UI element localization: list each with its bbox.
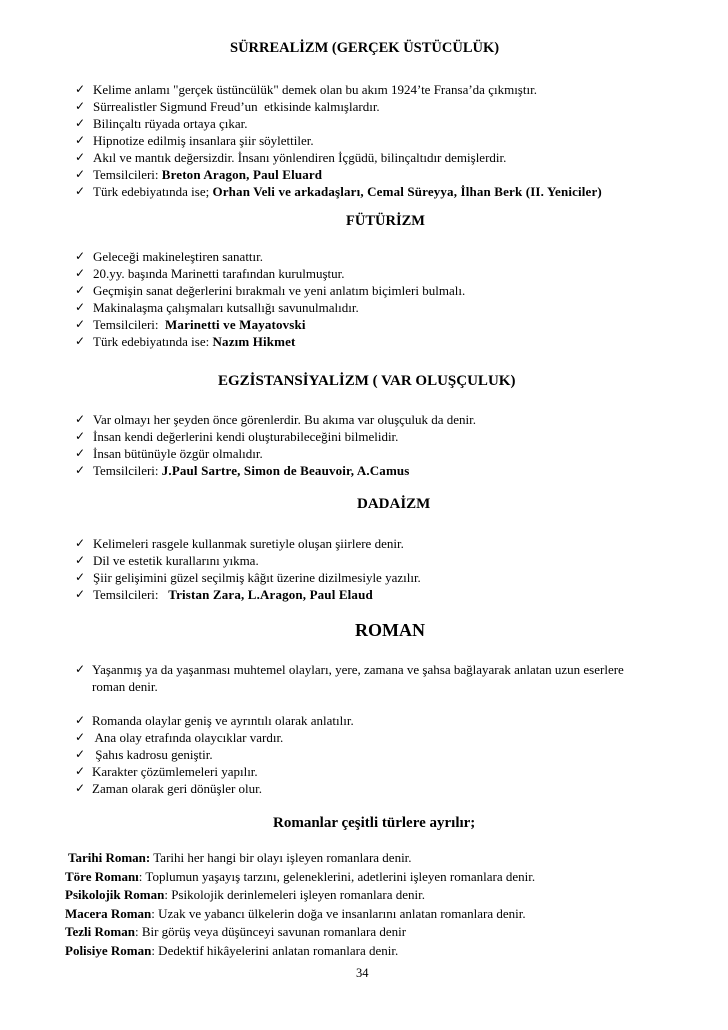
checkmark-icon: ✓ [75,167,86,181]
checkmark-icon: ✓ [75,446,86,460]
roman-definition-line1: Yaşanmış ya da yaşanması muhtemel olayları, yere, zamana ve şahsa bağlayarak anlatan uzun eserlere [92,662,624,677]
list-item-text: Dil ve estetik kurallarını yıkma. [93,553,259,568]
roman-type-term: Psikolojik Roman [65,887,165,902]
list-item-bold-text: Orhan Veli ve arkadaşları, Cemal Süreyya, İlhan Berk (II. Yeniciler) [212,184,602,199]
list-item-text: Hipnotize edilmiş insanlara şiir söylettiler. [93,133,314,148]
list-item-text: Zaman olarak geri dönüşler olur. [92,781,263,796]
checkmark-icon: ✓ [75,150,86,164]
list-item-text: Akıl ve mantık değersizdir. İnsanı yönlendiren İçgüdü, bilinçaltıdır demişlerdir. [93,150,507,165]
list-item [70,763,354,780]
list-item-text: Sürrealistler Sigmund Freud’un etkisinde kalmışlardır. [93,99,380,114]
roman-type-term: Polisiye Roman [65,942,152,958]
roman-type-row [65,849,535,868]
checkmark-icon: ✓ [75,429,86,443]
list-item-text: Bilinçaltı rüyada ortaya çıkar. [93,116,248,131]
list-item [70,586,421,603]
checkmark-icon: ✓ [75,662,86,676]
list-item [70,183,602,200]
list-item [70,746,354,763]
list-item-text: Romanda olaylar geniş ve ayrıntılı olarak anlatılır. [92,713,354,728]
list-item [70,333,465,350]
futurizm-list [70,248,465,350]
checkmark-icon: ✓ [75,133,86,147]
list-item [70,265,465,282]
checkmark-icon: ✓ [75,553,86,567]
list-item [70,569,421,586]
list-item [70,132,602,149]
list-item [70,535,421,552]
checkmark-icon: ✓ [75,764,86,778]
egzistansiyalizm-list [70,411,476,479]
list-item-text: 20.yy. başında Marinetti tarafından kurulmuştur. [93,266,345,281]
heading-egzistansiyalizm: EGZİSTANSİYALİZM ( VAR OLUŞÇULUK) [218,373,516,389]
list-item [70,428,476,445]
checkmark-icon: ✓ [75,99,86,113]
list-item-text: Şahıs kadrosu geniştir. [92,747,213,762]
list-item [70,248,465,265]
list-item-text: Karakter çözümlemeleri yapılır. [92,764,258,779]
list-item [70,462,476,479]
list-item [70,780,354,797]
list-item-text: Temsilcileri: [93,317,166,332]
checkmark-icon: ✓ [75,82,86,96]
list-item-text: Geçmişin sanat değerlerini bırakmalı ve yeni anlatım biçimleri bulmalı. [93,283,466,298]
roman-definition-line2: roman denir. [92,679,158,694]
roman-type-description: : Dedektif hikâyelerini anlatan romanlara denir. [151,942,399,958]
roman-list [70,712,354,797]
roman-type-description: Tarihi her hangi bir olayı işleyen romanlara denir. [150,850,412,865]
roman-definition [70,661,624,695]
list-item-text: Türk edebiyatında ise; [93,184,213,199]
roman-type-row [65,886,535,905]
roman-type-description: : Psikolojik derinlemeleri işleyen romanlara denir. [164,887,425,902]
list-item-bold-text: Nazım Hikmet [212,334,296,349]
list-item-text: Türk edebiyatında ise: [93,334,213,349]
list-item [70,81,602,98]
roman-type-term: Töre Romanı [65,868,139,884]
checkmark-icon: ✓ [75,713,86,727]
checkmark-icon: ✓ [75,116,86,130]
list-item-text: Temsilcileri: [93,167,162,182]
page-number: 34 [356,966,369,980]
roman-types-list [65,849,535,960]
list-item [70,98,602,115]
list-item-bold-text: Tristan Zara, L.Aragon, Paul Elaud [168,587,373,602]
list-item-bold-text: J.Paul Sartre, Simon de Beauvoir, A.Camus [161,463,410,478]
list-item [70,661,624,695]
heading-futurizm: FÜTÜRİZM [346,213,425,229]
checkmark-icon: ✓ [75,300,86,314]
list-item-text: Temsilcileri: [93,587,169,602]
heading-surrealizm: SÜRREALİZM (GERÇEK ÜSTÜCÜLÜK) [230,40,500,56]
roman-type-term: Tarihi Roman: [65,850,151,865]
heading-roman: ROMAN [355,620,425,640]
roman-type-term: Macera Roman [65,905,152,921]
list-item-text: Kelime anlamı "gerçek üstüncülük" demek olan bu akım 1924’te Fransa’da çıkmıştır. [93,82,537,97]
list-item-bold-text: Breton Aragon, Paul Eluard [161,167,323,182]
list-item [70,552,421,569]
dadaizm-list [70,535,421,603]
list-item-text: İnsan kendi değerlerini kendi oluşturabileceğini bilmelidir. [93,429,399,444]
checkmark-icon: ✓ [75,570,86,584]
roman-type-description: : Bir görüş veya düşünceyi savunan romanlara denir [134,924,407,939]
list-item [70,445,476,462]
list-item-text: Kelimeleri rasgele kullanmak suretiyle oluşan şiirlere denir. [93,536,404,551]
checkmark-icon: ✓ [75,730,86,744]
list-item-text: Ana olay etrafında olaycıklar vardır. [92,730,284,745]
list-item [70,149,602,166]
checkmark-icon: ✓ [75,587,86,601]
checkmark-icon: ✓ [75,334,86,348]
list-item [70,712,354,729]
checkmark-icon: ✓ [75,412,86,426]
checkmark-icon: ✓ [75,747,86,761]
checkmark-icon: ✓ [75,781,86,795]
list-item-bold-text: Marinetti ve Mayatovski [165,317,306,332]
list-item-text: Şiir gelişimini güzel seçilmiş kâğıt üzerine dizilmesiyle yazılır. [93,570,421,585]
roman-type-term: Tezli Roman [65,924,135,939]
surrealizm-list [70,81,602,200]
checkmark-icon: ✓ [75,463,86,477]
list-item [70,729,354,746]
checkmark-icon: ✓ [75,317,86,331]
heading-dadaizm: DADAİZM [357,496,431,512]
checkmark-icon: ✓ [75,283,86,297]
roman-type-description: : Uzak ve yabancı ülkelerin doğa ve insanlarını anlatan romanlara denir. [151,905,526,921]
checkmark-icon: ✓ [75,184,86,198]
checkmark-icon: ✓ [75,536,86,550]
list-item-text: Geleceği makineleştiren sanattır. [93,249,264,264]
checkmark-icon: ✓ [75,266,86,280]
roman-type-row [65,923,535,942]
list-item-text: Makinalaşma çalışmaları kutsallığı savunulmalıdır. [93,300,359,315]
heading-roman-turleri: Romanlar çeşitli türlere ayrılır; [273,815,476,831]
list-item [70,166,602,183]
roman-type-description: : Toplumun yaşayış tarzını, geleneklerini, adetlerini işleyen romanlara denir. [138,868,536,884]
roman-type-row [65,942,535,961]
list-item [70,299,465,316]
list-item [70,282,465,299]
roman-type-row [65,868,535,887]
checkmark-icon: ✓ [75,249,86,263]
list-item [70,115,602,132]
list-item-text: Temsilcileri: [93,463,162,478]
list-item [70,411,476,428]
list-item-text: İnsan bütünüyle özgür olmalıdır. [93,446,263,461]
list-item [70,316,465,333]
list-item-text: Var olmayı her şeyden önce görenlerdir. Bu akıma var oluşçuluk da denir. [93,412,477,427]
roman-type-row [65,905,535,924]
